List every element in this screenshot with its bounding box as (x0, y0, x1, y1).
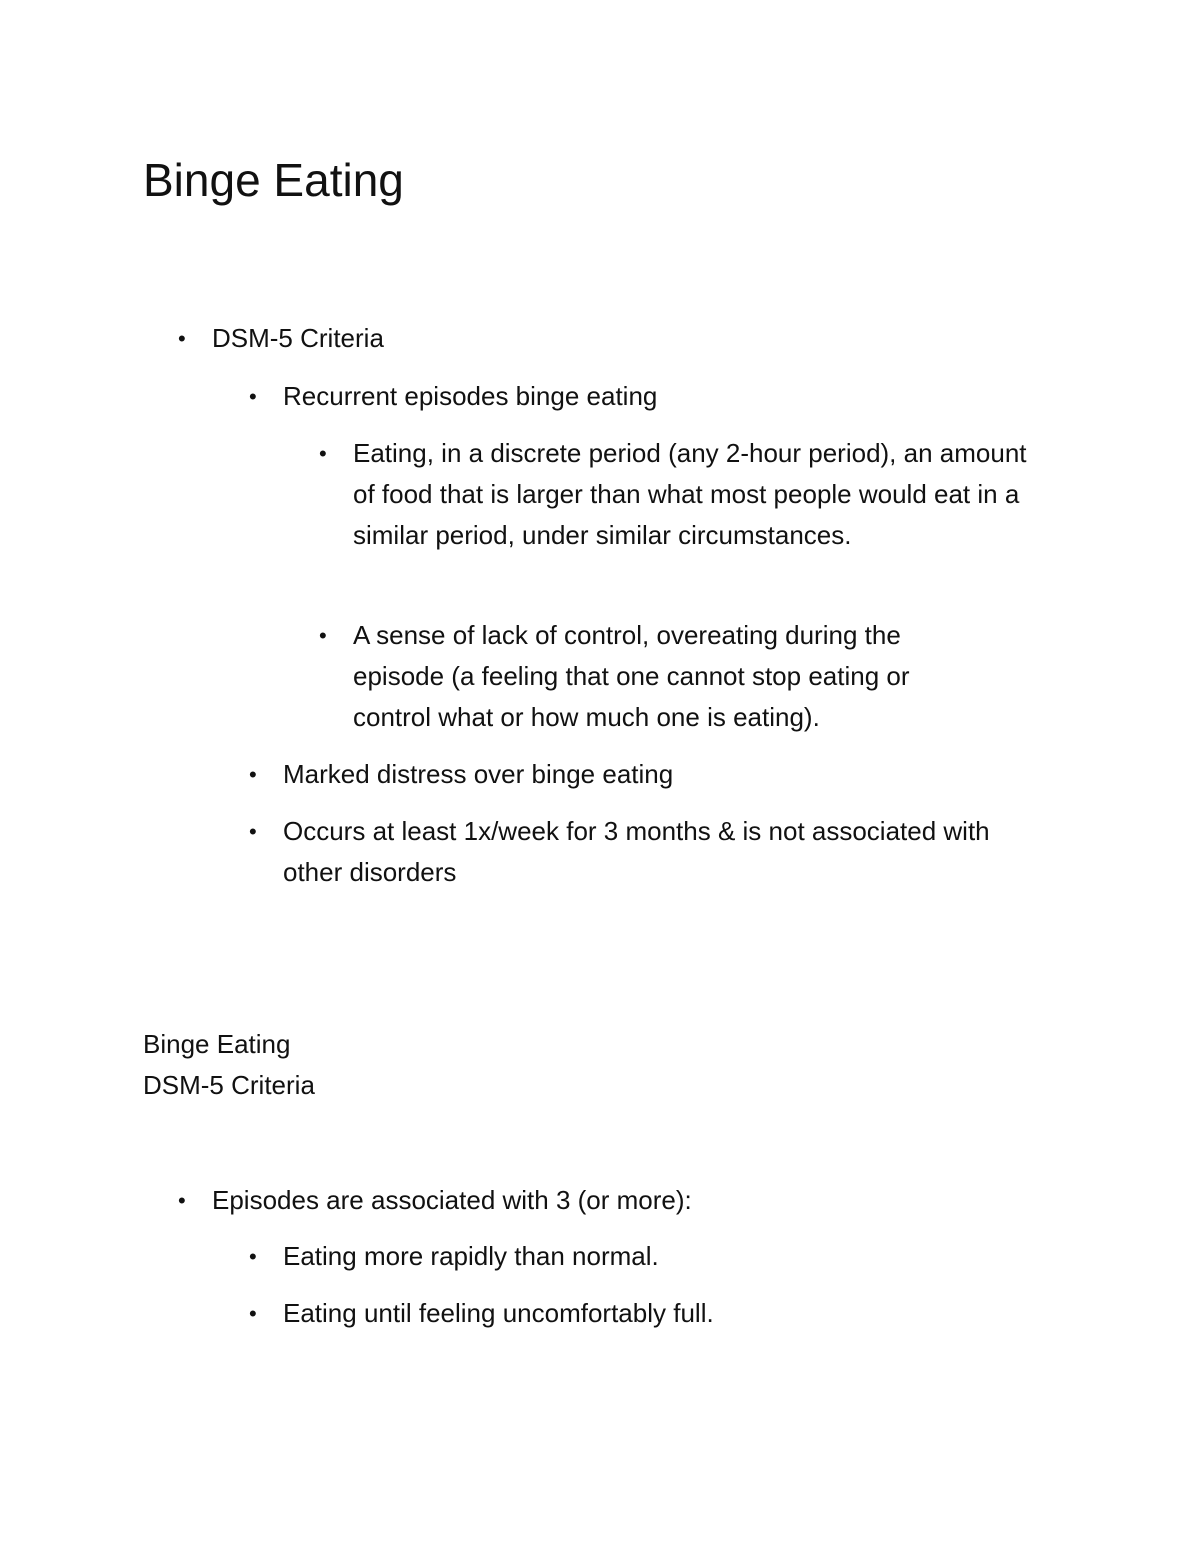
list-item (249, 376, 1023, 417)
slide-title: Binge Eating (143, 154, 404, 206)
bullet-icon: • (249, 1244, 257, 1269)
bullet-icon: • (249, 384, 257, 409)
bullet-icon: • (319, 441, 327, 466)
notes-subtitle: DSM-5 Criteria (143, 1070, 315, 1100)
list-item (249, 1236, 1023, 1277)
list-item-text: A sense of lack of control, overeating during the episode (a feeling that one cannot stop eating or control what or how much one is eating). (353, 620, 910, 732)
list-item-text: Eating, in a discrete period (any 2-hour period), an amount of food that is larger than what most people would eat in a similar period, under similar circumstances. (353, 438, 1027, 550)
notes-title: Binge Eating (143, 1029, 291, 1059)
bullet-icon: • (249, 819, 257, 844)
list-item (249, 811, 1023, 893)
list-item-text: DSM-5 Criteria (212, 323, 384, 353)
list-item-text: Eating more rapidly than normal. (283, 1241, 659, 1271)
bullet-icon: • (319, 623, 327, 648)
list-item-text: Eating until feeling uncomfortably full. (283, 1298, 714, 1328)
list-item-text: Occurs at least 1x/week for 3 months & is not associated with other disorders (283, 816, 990, 887)
list-item-text: Recurrent episodes binge eating (283, 381, 658, 411)
list-item (249, 1293, 1023, 1334)
bullet-icon: • (178, 1188, 186, 1213)
bullet-icon: • (249, 762, 257, 787)
list-item-text: Marked distress over binge eating (283, 759, 674, 789)
list-item (249, 754, 1023, 795)
list-item-text: Episodes are associated with 3 (or more): (212, 1185, 692, 1215)
bullet-icon: • (178, 326, 186, 351)
list-item (178, 318, 1012, 359)
list-item (319, 615, 993, 738)
list-item (319, 433, 1043, 556)
list-item (178, 1180, 1012, 1221)
bullet-icon: • (249, 1301, 257, 1326)
